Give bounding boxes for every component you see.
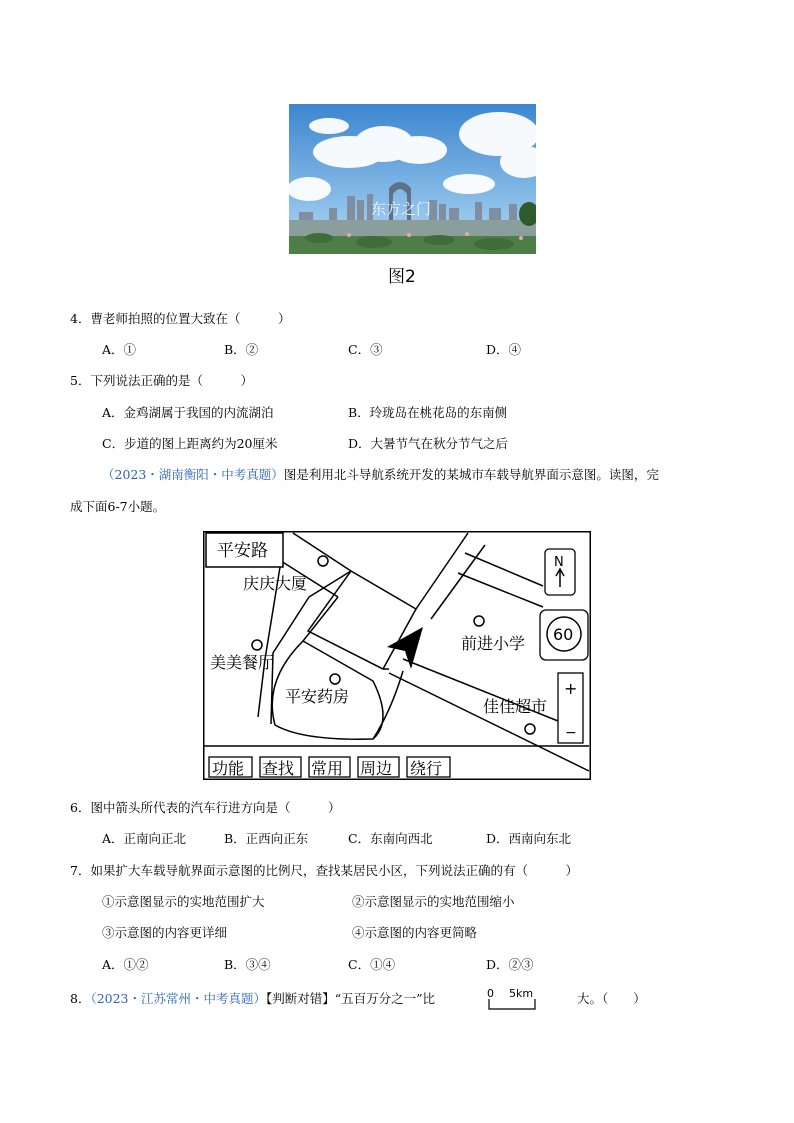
q7-item-4: ④示意图的内容更简略 xyxy=(352,925,478,940)
intro-text: 图是利用北斗导航系统开发的某城市车载导航界面示意图。读图，完 xyxy=(283,467,659,482)
btn-nearby-label: 周边 xyxy=(360,759,393,778)
q8-text: “五百万分之一”比 xyxy=(334,991,436,1006)
poi-qingqing-label: 庆庆大厦 xyxy=(243,574,308,593)
scale-bar-line xyxy=(489,999,535,1009)
q5-stem: 5．下列说法正确的是（ ） xyxy=(70,373,253,388)
q5-option-b: B．玲珑岛在桃花岛的东南侧 xyxy=(348,405,508,420)
q8-tail: 大。（ ） xyxy=(577,991,646,1006)
navigation-map xyxy=(203,531,591,780)
q4-option-c: C．③ xyxy=(348,342,383,357)
q7-option-a: A．①② xyxy=(102,957,149,972)
q6-option-b: B．正西向正东 xyxy=(224,831,309,846)
intro-source: （2023・湖南衡阳・中考真题） xyxy=(102,467,284,482)
poi-school-marker xyxy=(474,616,484,626)
q6-option-c: C．东南向西北 xyxy=(348,831,433,846)
q7-option-c: C．①④ xyxy=(348,957,396,972)
q5-option-a: A．金鸡湖属于我国的内流湖泊 xyxy=(102,405,274,420)
btn-function-label: 功能 xyxy=(212,759,245,778)
poi-qingqing-marker xyxy=(318,556,328,566)
q6-stem: 6．图中箭头所代表的汽车行进方向是（ ） xyxy=(70,800,341,815)
q6-option-d: D．西南向东北 xyxy=(486,831,572,846)
poi-school-label: 前进小学 xyxy=(461,634,526,653)
scale-bar xyxy=(487,987,539,1013)
photo-watermark-text: 东方之门 xyxy=(371,200,432,218)
zoom-in-button: + xyxy=(564,679,578,698)
q7-stem: 7．如果扩大车载导航界面示意图的比例尺，查找某居民小区，下列说法正确的有（ ） xyxy=(70,863,578,878)
btn-search-label: 查找 xyxy=(262,759,295,778)
figure-caption: 图2 xyxy=(388,267,416,287)
road-label-pinganlu: 平安路 xyxy=(217,541,268,561)
q7-item-3: ③示意图的内容更详细 xyxy=(102,925,228,940)
q7-item-2: ②示意图显示的实地范围缩小 xyxy=(352,894,515,909)
lake-city-photo xyxy=(289,104,536,254)
q5-option-c: C．步道的图上距离约为20厘米 xyxy=(102,436,278,451)
scale-km-label: 5km xyxy=(509,987,534,1000)
q8-tag: 【判断对错】 xyxy=(266,991,335,1006)
navigation-map-svg xyxy=(203,531,591,780)
poi-meimei-marker xyxy=(252,640,262,650)
q6-option-a: A．正南向正北 xyxy=(102,831,187,846)
q5-option-d: D．大暑节气在秋分节气之后 xyxy=(348,436,509,451)
q8-source: （2023・江苏常州・中考真题） xyxy=(90,991,267,1006)
north-label: N xyxy=(554,555,564,570)
q7-option-b: B．③④ xyxy=(224,957,271,972)
speed-limit-value: 60 xyxy=(553,625,574,644)
q4-option-d: D．④ xyxy=(486,342,522,357)
poi-supermarket-label: 佳佳超市 xyxy=(483,697,548,716)
q7-item-1: ①示意图显示的实地范围扩大 xyxy=(102,894,265,909)
poi-supermarket-marker xyxy=(525,724,535,734)
poi-pharmacy-marker xyxy=(330,674,340,684)
q8-number: 8． xyxy=(70,991,91,1006)
poi-meimei-label: 美美餐厅 xyxy=(210,653,275,672)
poi-pharmacy-label: 平安药房 xyxy=(285,687,350,706)
scale-zero-label: 0 xyxy=(487,987,494,1000)
intro-6-7-line2: 成下面6-7小题。 xyxy=(70,499,166,514)
zoom-out-button: − xyxy=(565,725,577,741)
q8-line xyxy=(70,991,435,1007)
q4-stem: 4．曹老师拍照的位置大致在（ ） xyxy=(70,311,291,326)
q4-option-a: A．① xyxy=(102,342,137,357)
q4-option-b: B．② xyxy=(224,342,259,357)
intro-6-7-line1 xyxy=(102,467,659,483)
btn-detour-label: 绕行 xyxy=(410,759,443,778)
scale-bar-svg xyxy=(487,987,539,1013)
photo-illustration xyxy=(289,104,536,254)
btn-favorites-label: 常用 xyxy=(311,759,344,778)
q7-option-d: D．②③ xyxy=(486,957,534,972)
